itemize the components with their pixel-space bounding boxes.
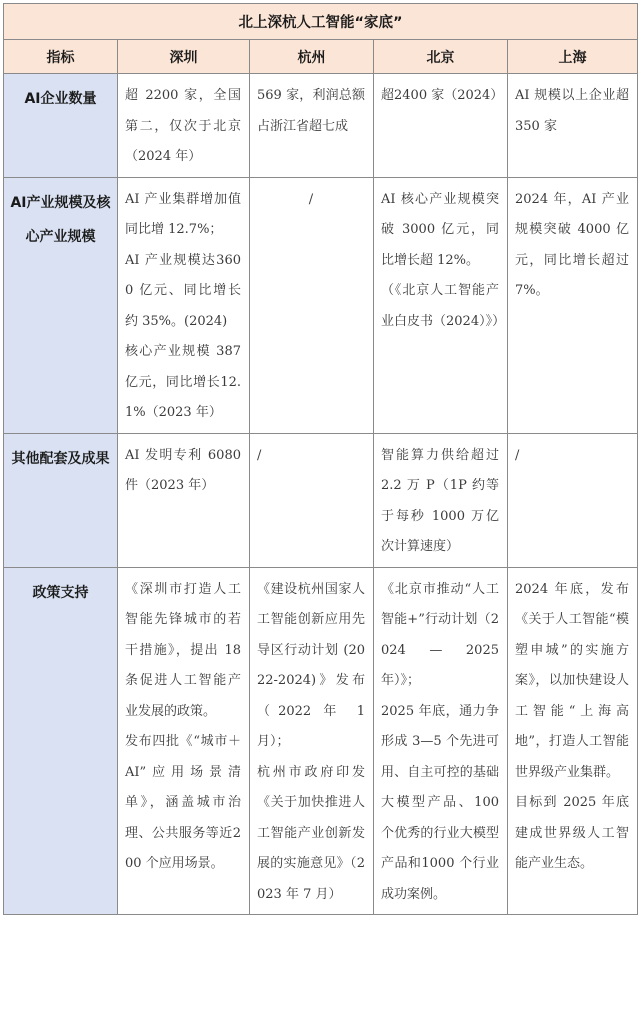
cell-beijing-companies: 超2400 家（2024） — [374, 74, 508, 178]
row-label-ai-companies: AI企业数量 — [4, 74, 118, 178]
comparison-table-container — [3, 3, 637, 915]
header-row — [4, 40, 638, 74]
row-label-industry-scale: AI产业规模及核心产业规模 — [4, 177, 118, 433]
cell-hangzhou-policy: 《建设杭州国家人工智能创新应用先导区行动计划 (2022-2024)》发布（2022 年 1 月）； 杭州市政府印发《关于加快推进人工智能产业创新发展的实施意见》（2023 年 7 月） — [250, 567, 374, 915]
header-hangzhou: 杭州 — [250, 40, 374, 74]
cell-shenzhen-scale: AI 产业集群增加值同比增 12.7%； AI 产业规模达3600 亿元、同比增长约 35%。(2024) 核心产业规模 387 亿元，同比增长12.1%（2023 年） — [118, 177, 250, 433]
header-shanghai: 上海 — [508, 40, 638, 74]
header-shenzhen: 深圳 — [118, 40, 250, 74]
header-beijing: 北京 — [374, 40, 508, 74]
row-label-other-achievements: 其他配套及成果 — [4, 433, 118, 567]
cell-shenzhen-achievements: AI 发明专利 6080件（2023 年） — [118, 433, 250, 567]
cell-beijing-scale: AI 核心产业规模突破 3000 亿元，同比增长超 12%。 （《北京人工智能产业白皮书（2024）》） — [374, 177, 508, 433]
comparison-table — [3, 3, 638, 915]
cell-shanghai-policy: 2024 年底，发布《关于人工智能“模塑申城”的实施方案》，以加快建设人工智能“上海高地”，打造人工智能世界级产业集群。 目标到 2025 年底建成世界级人工智能产业生态。 — [508, 567, 638, 915]
table-row — [4, 177, 638, 433]
table-row — [4, 433, 638, 567]
cell-shanghai-scale: 2024 年，AI 产业规模突破 4000 亿元，同比增长超过7%。 — [508, 177, 638, 433]
cell-hangzhou-achievements: / — [250, 433, 374, 567]
header-indicator: 指标 — [4, 40, 118, 74]
title-row — [4, 4, 638, 40]
cell-shanghai-companies: AI 规模以上企业超 350 家 — [508, 74, 638, 178]
cell-shenzhen-policy: 《深圳市打造人工智能先锋城市的若干措施》，提出 18 条促进人工智能产业发展的政策。 发布四批《“城市＋AI”应用场景清单》，涵盖城市治理、公共服务等近200 个应用场景。 — [118, 567, 250, 915]
cell-beijing-policy: 《北京市推动“人工智能+”行动计划（2024 — 2025 年）》； 2025 年底，通力争形成 3—5 个先进可用、自主可控的基础大模型产品、100 个优秀的行业大模型产品和1000 个行业成功案例。 — [374, 567, 508, 915]
table-row — [4, 567, 638, 915]
table-row — [4, 74, 638, 178]
cell-shanghai-achievements: / — [508, 433, 638, 567]
table-title: 北上深杭人工智能“家底” — [4, 4, 638, 40]
cell-hangzhou-scale: / — [250, 177, 374, 433]
cell-shenzhen-companies: 超 2200 家，全国第二，仅次于北京（2024 年） — [118, 74, 250, 178]
cell-beijing-achievements: 智能算力供给超过 2.2 万 P（1P 约等于每秒 1000 万亿次计算速度） — [374, 433, 508, 567]
row-label-policy-support: 政策支持 — [4, 567, 118, 915]
cell-hangzhou-companies: 569 家，利润总额占浙江省超七成 — [250, 74, 374, 178]
